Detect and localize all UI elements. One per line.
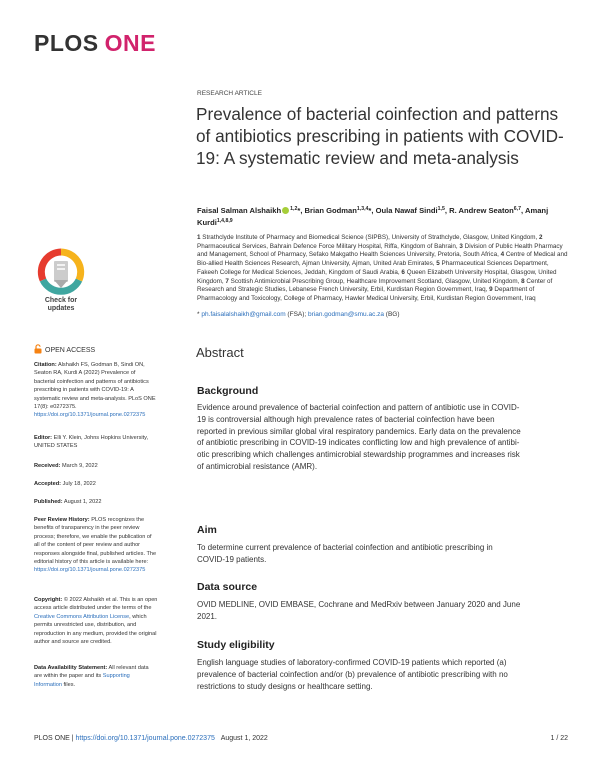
peer-review-doi-link[interactable]: https://doi.org/10.1371/journal.pone.0272375 — [34, 567, 146, 574]
author-name[interactable]: Amanj Kurdi — [197, 206, 549, 227]
text-line: COVID-19 patients. — [197, 554, 267, 564]
page-footer — [34, 735, 568, 742]
affiliation-number: 6 — [401, 268, 405, 276]
affiliation-number: 5 — [436, 260, 440, 268]
abstract-heading: Abstract — [196, 345, 244, 360]
text-line: Evidence around prevalence of bacterial coinfection and pattern of antibiotic use in COVID- — [197, 403, 520, 412]
open-access-label[interactable] — [34, 344, 95, 354]
peer-review-label: Peer Review History: — [34, 517, 90, 523]
author-separator: *, — [368, 206, 376, 215]
affiliation-number: 1 — [197, 234, 201, 241]
crossmark-icon — [34, 248, 88, 296]
affiliations — [197, 234, 569, 304]
logo-plos: PLOS — [34, 30, 99, 56]
affiliation-text: Department of Pharmacology and Toxicology, College of Pharmacy, Hawler Medical University, Erbil, Kurdistan Region Government, Iraq — [197, 286, 536, 302]
background-heading: Background — [197, 385, 259, 397]
affiliation-text: Centre of Medical and Bio-allied Health Sciences Research, Ajman University, Ajman, United Arab Emirates, — [197, 251, 568, 268]
accepted-date: July 18, 2022 — [62, 481, 96, 487]
affiliation-number: 7 — [225, 277, 229, 285]
received-label: Received: — [34, 463, 61, 469]
license-link[interactable]: Creative Commons Attribution License — [34, 613, 130, 620]
orcid-icon[interactable] — [282, 207, 289, 214]
affiliation-number: 9 — [489, 286, 493, 294]
text-line: prevalence of bacterial coinfection and/or (b) prevalence of antibiotic prescribing with no — [197, 669, 508, 679]
received-date: March 9, 2022 — [62, 463, 98, 469]
data-availability-text: All relevant data are within the paper and its — [34, 665, 149, 680]
copyright-label: Copyright: — [34, 597, 63, 603]
author-separator: , — [444, 206, 450, 215]
citation-block — [34, 361, 158, 420]
study-eligibility-text — [197, 657, 569, 692]
author-affil-sup: 6,7 — [513, 206, 522, 212]
author-affil-sup: 1,2 — [290, 206, 298, 212]
email-link[interactable]: brian.godman@smu.ac.za — [308, 311, 384, 318]
email-note: (FSA); — [285, 311, 309, 318]
editor-block — [34, 434, 158, 451]
text-line: 19 is controversial although high prevalence rates of bacterial coinfection have been — [197, 414, 495, 424]
published-label: Published: — [34, 499, 63, 505]
author-affil-sup: 1,4,8,9 — [216, 218, 233, 224]
article-title: Prevalence of bacterial coinfection and patterns of antibiotics prescribing in patients with COVID-19: A systematic review and meta-analysis — [196, 104, 564, 168]
author-affil-sup: 1,3,4 — [356, 206, 369, 212]
data-source-heading: Data source — [197, 581, 258, 593]
affiliation-text: Division of Public Health Pharmacy and Management, School of Pharmacy, Sefako Makgatho Health Sciences University, Pretoria, South Africa, — [197, 242, 563, 259]
text-line: reported in previous similar global viral respiratory pandemics. Early data on the prevalence — [197, 426, 521, 436]
affiliation-text: Scottish Antimicrobial Prescribing Group, Healthcare Improvement Scotland, Glasgow, United Kingdom, — [230, 277, 520, 285]
data-availability-text-cont: files. — [63, 681, 76, 688]
accepted-block — [34, 480, 158, 488]
affiliation-number: 3 — [459, 242, 463, 250]
aim-text — [197, 542, 569, 566]
text-line: To determine current prevalence of bacterial coinfection and antibiotic prescribing in — [197, 543, 493, 552]
copyright-block — [34, 596, 158, 646]
open-access-text: OPEN ACCESS — [45, 347, 96, 354]
published-date: August 1, 2022 — [63, 499, 102, 505]
affiliation-number: 8 — [521, 277, 525, 285]
copyright-text: © 2022 Alshaikh et al. This is an open access article distributed under the terms of the — [34, 597, 158, 612]
study-eligibility-heading: Study eligibility — [197, 639, 275, 651]
lock-open-icon — [34, 344, 42, 354]
data-availability-label: Data Availability Statement: — [34, 665, 108, 671]
affiliation-text: Pharmaceutical Services, Bahrain Defence Force Military Hospital, Riffa, Kingdom of Bahrain, — [197, 242, 458, 250]
text-line: of antibiotic prescribing in COVID-19 indicates conflicting low and high prevalence of antibi- — [197, 438, 520, 448]
email-link[interactable]: ph.faisalalshaikh@gmail.com — [201, 311, 286, 318]
badge-label-line2: updates — [47, 305, 75, 312]
author-affil-sup: 1,5 — [437, 206, 445, 212]
author-separator: *, — [297, 206, 305, 215]
footer-date: August 1, 2022 — [220, 735, 268, 742]
author-name[interactable]: Oula Nawaf Sindi — [375, 206, 438, 215]
data-source-text — [197, 599, 569, 623]
published-block — [34, 498, 158, 506]
text-line: of antimicrobial resistance (AMR). — [197, 461, 318, 471]
background-text — [197, 402, 569, 473]
author-name[interactable]: Brian Godman — [304, 206, 357, 215]
peer-review-text: PLOS recognizes the benefits of transparency in the peer review process; therefore, we enable the publication of all of the content of peer review and author responses alongside final, published articles. The editorial history of this article is available here: — [34, 517, 157, 566]
text-line: otic prescribing which challenges antimicrobial stewardship programmes and increases risk — [197, 450, 520, 460]
affiliation-text: Queen Elizabeth University Hospital, Glasgow, United Kingdom, — [197, 268, 557, 285]
footer-journal: PLOS ONE — [34, 735, 70, 742]
supporting-info-link[interactable]: Supporting Information — [34, 673, 130, 688]
email-star: * — [197, 311, 200, 318]
peer-review-block — [34, 516, 158, 575]
affiliation-number: 2 — [538, 234, 543, 241]
badge-label-line1: Check for — [44, 297, 78, 304]
footer-doi-link[interactable]: https://doi.org/10.1371/journal.pone.0272375 — [75, 735, 215, 742]
affiliation-number: 4 — [500, 251, 505, 259]
corresponding-emails — [197, 311, 400, 318]
accepted-label: Accepted: — [34, 481, 62, 487]
check-for-updates-badge[interactable] — [34, 248, 88, 324]
page-number: 1 / 22 — [550, 735, 568, 742]
author-name[interactable]: Faisal Salman Alshaikh — [197, 206, 282, 215]
editor-label: Editor: — [34, 435, 53, 441]
affiliation-text: Center of Research and Strategic Studies, Lebanese French University, Erbil, Kurdistan Region Government, Iraq, — [197, 277, 553, 294]
author-separator: , — [521, 206, 525, 215]
author-list — [197, 204, 567, 228]
text-line: restrictions to study designs or healthcare setting. — [197, 681, 373, 691]
text-line: English language studies of laboratory-confirmed COVID-19 patients which reported (a) — [197, 658, 507, 667]
citation-doi-link[interactable]: https://doi.org/10.1371/journal.pone.0272375 — [34, 412, 146, 419]
editor-text: Elli Y. Klein, Johns Hopkins University, UNITED STATES — [34, 435, 149, 450]
citation-text: Alshaikh FS, Godman B, Sindi ON, Seaton RA, Kurdi A (2022) Prevalence of bacterial coinfection and patterns of antibiotics prescribing in patients with COVID-19: A systematic review and meta-analysis. PLoS ONE 17(8): e0272375. — [34, 362, 156, 411]
article-type: RESEARCH ARTICLE — [197, 90, 262, 97]
email-note: (BG) — [383, 311, 400, 318]
author-name[interactable]: R. Andrew Seaton — [449, 206, 514, 215]
journal-logo[interactable] — [34, 30, 156, 57]
received-block — [34, 462, 158, 470]
data-availability-block — [34, 664, 158, 689]
text-line: OVID MEDLINE, OVID EMBASE, Cochrane and MedRxiv between January 2020 and June — [197, 600, 521, 609]
text-line: 2021. — [197, 611, 218, 621]
citation-label: Citation: — [34, 362, 57, 368]
logo-one: ONE — [104, 30, 156, 56]
footer-separator: | — [69, 735, 76, 742]
affiliation-text: Pharmaceutical Sciences Department, Fakeeh College for Medical Sciences, Jeddah, Kingdom of Saudi Arabia, — [197, 260, 549, 276]
affiliation-text: Strathclyde Institute of Pharmacy and Biomedical Science (SIPBS), University of Strathclyde, Glasgow, United Kingdom, — [202, 234, 538, 241]
copyright-text-cont: , which permits unrestricted use, distribution, and reproduction in any medium, provided the original author and source are credited. — [34, 613, 157, 646]
aim-heading: Aim — [197, 524, 217, 536]
